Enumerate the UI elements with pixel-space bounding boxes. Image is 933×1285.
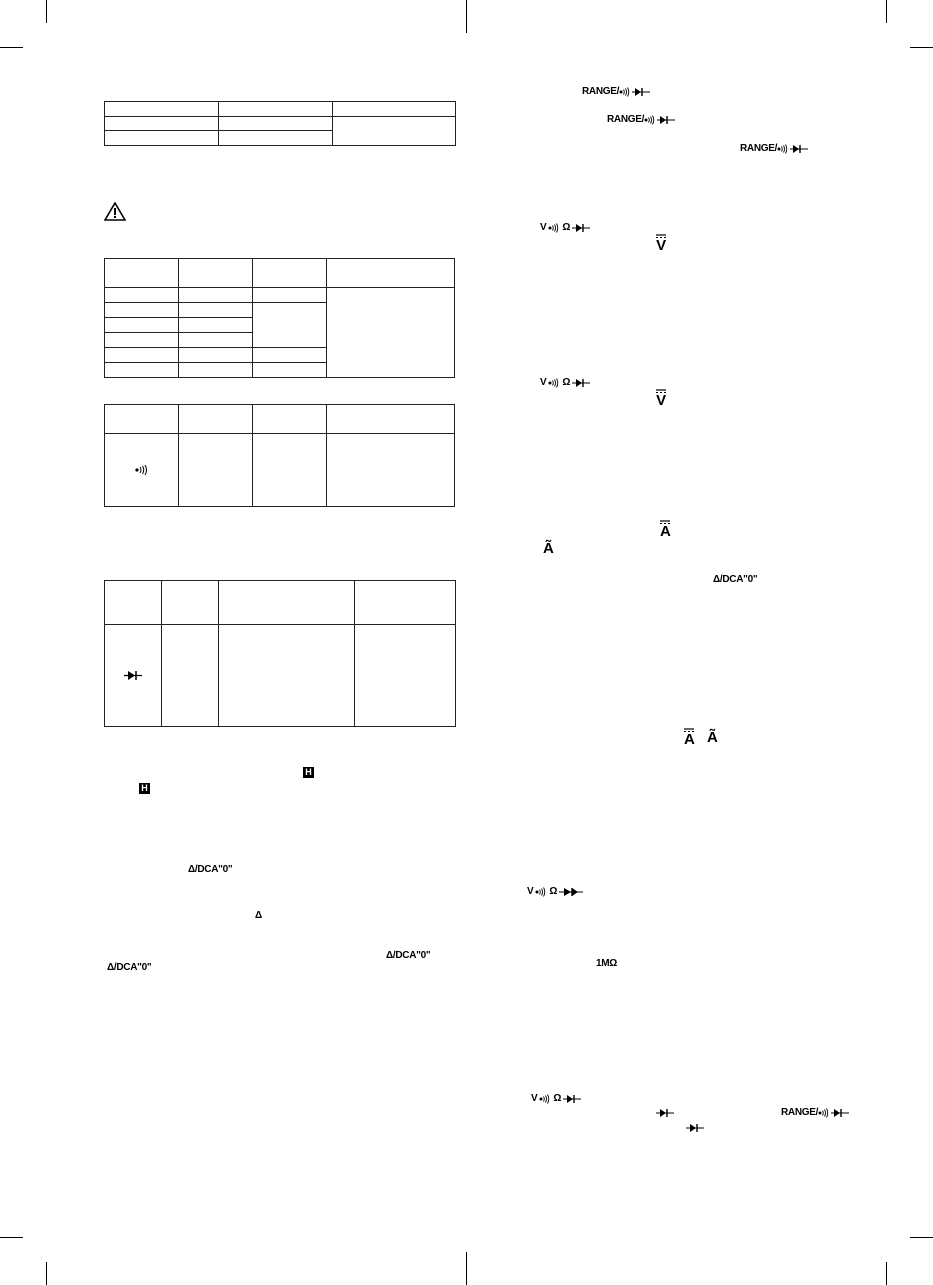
hold-icon: H (303, 767, 314, 778)
delta-dca-zero-button: Δ/DCA"0" (188, 864, 233, 875)
warning-icon (104, 202, 126, 221)
function-switch-symbol: V Ω (540, 222, 590, 234)
range-button-symbol: RANGE/ (740, 143, 809, 155)
range-button-symbol: RANGE/ (607, 114, 676, 126)
dc-amp-symbol: A (684, 731, 695, 748)
crop-mark (466, 1252, 467, 1285)
range-button-symbol: RANGE/ (781, 1107, 850, 1119)
diode-icon (656, 1108, 674, 1118)
crop-mark (886, 0, 887, 23)
delta-dca-zero-button: Δ/DCA"0" (386, 950, 431, 961)
diode-icon (686, 1123, 704, 1133)
crop-mark (0, 47, 23, 48)
ac-amp-symbol: Ã (707, 729, 718, 746)
spec-table-2 (104, 258, 455, 378)
dc-volt-symbol: V (656, 392, 666, 409)
dc-volt-symbol: V (656, 237, 666, 254)
delta-dca-zero-button: Δ/DCA"0" (713, 574, 758, 585)
dc-amp-symbol: A (660, 523, 671, 540)
function-switch-symbol: V Ω (531, 1093, 581, 1105)
range-button-symbol: RANGE/ (582, 86, 651, 98)
ac-amp-symbol: Ã (543, 540, 554, 557)
crop-mark (910, 47, 933, 48)
delta-dca-zero-button: Δ/DCA"0" (107, 962, 152, 973)
crop-mark (46, 1262, 47, 1285)
spec-table-3 (104, 404, 455, 507)
spec-table-4 (104, 580, 456, 727)
delta-symbol: Δ (255, 910, 262, 921)
spec-table-1 (104, 101, 456, 146)
crop-mark (0, 1237, 23, 1238)
function-switch-symbol: V Ω (527, 886, 583, 898)
crop-mark (886, 1262, 887, 1285)
input-impedance-label: 1MΩ (596, 958, 618, 969)
diode-icon (124, 670, 142, 681)
continuity-buzzer-icon (135, 465, 148, 475)
crop-mark (466, 0, 467, 33)
crop-mark (910, 1237, 933, 1238)
crop-mark (46, 0, 47, 23)
function-switch-symbol: V Ω (540, 377, 590, 389)
hold-icon: H (139, 783, 150, 794)
